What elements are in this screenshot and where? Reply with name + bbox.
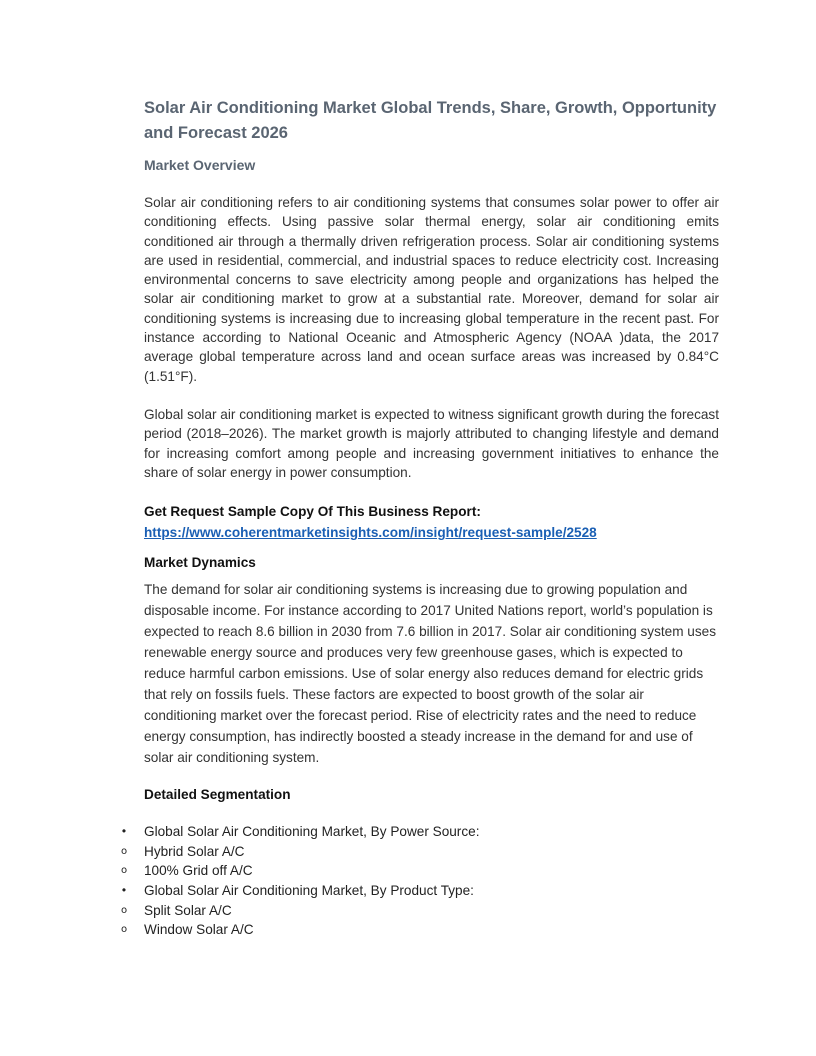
request-sample-block (144, 501, 719, 543)
segmentation-list (120, 822, 719, 940)
segmentation-item (120, 920, 719, 940)
segmentation-item-text: Global Solar Air Conditioning Market, By Power Source: (144, 824, 480, 840)
circle-bullet-icon: o (120, 924, 128, 936)
circle-bullet-icon: o (120, 845, 128, 857)
segmentation-item (121, 822, 719, 842)
segmentation-item-text: Split Solar A/C (144, 902, 232, 918)
segmentation-item-text: Global Solar Air Conditioning Market, By Product Type: (144, 882, 474, 898)
segmentation-item-text: Hybrid Solar A/C (144, 843, 245, 859)
document-page (120, 96, 720, 940)
segmentation-item (121, 881, 719, 901)
dynamics-paragraph: The demand for solar air conditioning systems is increasing due to growing population and disposable income. For instance according to 2017 United Nations report, world’s population is expected to reach 8.6 billion in 2030 from 7.6 billion in 2017. Solar air conditioning system uses renewable energy source and produces very few greenhouse gases, which is expected to reduce harmful carbon emissions. Use of solar energy also reduces demand for electric grids that rely on fossils fuels. These factors are expected to boost growth of the solar air conditioning market over the forecast period. Rise of electricity rates and the need to reduce energy consumption, has indirectly boosted a steady increase in the demand for and use of solar air conditioning system. (144, 582, 717, 766)
request-sample-link[interactable]: https://www.coherentmarketinsights.com/insight/request-sample/2528 (144, 525, 597, 541)
market-dynamics-heading: Market Dynamics (144, 555, 256, 571)
detailed-segmentation-heading: Detailed Segmentation (144, 787, 291, 803)
segmentation-item-text: Window Solar A/C (144, 922, 254, 938)
segmentation-item (120, 842, 719, 862)
segmentation-item (120, 901, 719, 921)
overview-paragraph-2: Global solar air conditioning market is expected to witness significant growth during the forecast period (2018–2026). The market growth is majorly attributed to changing lifestyle and demand for increasing comfort among people and increasing government initiatives to enhance the share of solar energy in power consumption. (144, 406, 720, 480)
bullet-icon: • (121, 882, 127, 897)
circle-bullet-icon: o (120, 865, 128, 877)
circle-bullet-icon: o (120, 904, 128, 916)
request-sample-label: Get Request Sample Copy Of This Business Report: (144, 504, 481, 520)
market-overview-heading: Market Overview (144, 157, 256, 173)
bullet-icon: • (121, 824, 127, 839)
segmentation-item-text: 100% Grid off A/C (144, 863, 253, 879)
document-title: Solar Air Conditioning Market Global Trends, Share, Growth, Opportunity and Forecast 2026 (144, 99, 717, 142)
segmentation-item (120, 861, 719, 881)
overview-paragraph-1: Solar air conditioning refers to air conditioning systems that consumes solar power to offer air conditioning effects. Using passive solar thermal energy, solar air conditioning emits conditioned air through a thermally driven refrigeration process. Solar air conditioning systems are used in residential, commercial, and industrial spaces to reduce electricity cost. Increasing environmental concerns to save electricity among people and organizations has helped the solar air conditioning market to grow at a substantial rate. Moreover, demand for solar air conditioning systems is increasing due to increasing global temperature in the recent past. For instance according to National Oceanic and Atmospheric Agency (NOAA )data, the 2017 average global temperature across land and ocean surface areas was increased by 0.84°C (1.51°F). (144, 195, 719, 384)
